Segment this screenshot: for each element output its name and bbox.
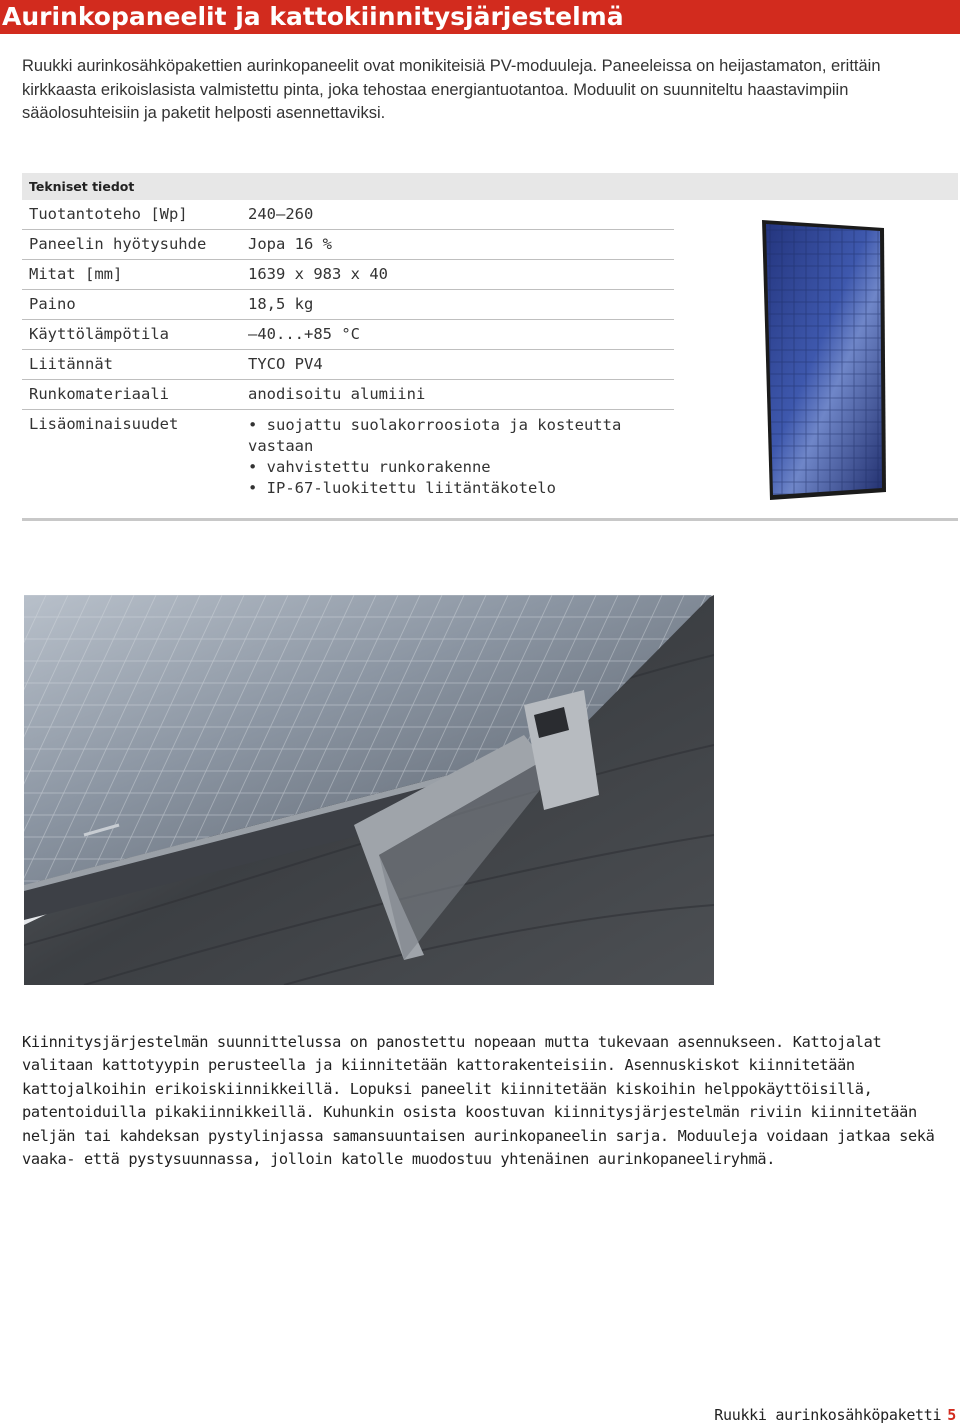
feature-item: • suojattu suolakorroosiota ja kosteutta vastaan xyxy=(248,415,674,457)
feature-item: • IP-67-luokitettu liitäntäkotelo xyxy=(248,478,674,499)
spec-label: Lisäominaisuudet xyxy=(29,415,179,433)
footer-label: Ruukki aurinkosähköpaketti xyxy=(714,1406,942,1424)
spec-row xyxy=(22,200,674,230)
page-number: 5 xyxy=(947,1406,956,1424)
spec-label: Runkomateriaali xyxy=(29,385,169,403)
spec-row xyxy=(22,320,674,350)
roof-mounting-image xyxy=(24,595,714,985)
specs-header: Tekniset tiedot xyxy=(22,173,958,200)
spec-row xyxy=(22,260,674,290)
feature-item: • vahvistettu runkorakenne xyxy=(248,457,674,478)
spec-row xyxy=(22,230,674,260)
spec-label: Mitat [mm] xyxy=(29,265,123,283)
spec-value: 240–260 xyxy=(248,205,314,223)
spec-value: TYCO PV4 xyxy=(248,355,323,373)
page-title: Aurinkopaneelit ja kattokiinnitysjärjestelmä xyxy=(2,2,624,31)
spec-value: –40...+85 °C xyxy=(248,325,360,343)
title-bar xyxy=(0,0,960,34)
spec-label: Käyttölämpötila xyxy=(29,325,169,343)
body-paragraph: Kiinnitysjärjestelmän suunnittelussa on panostettu nopeaan mutta tukevaan asennukseen. Kattojalat valitaan kattotyypin perusteella ja kiinnitetään kattorakenteisiin. Asennuskiskot kiinnitetään kattojalkoihin erikoiskiinnikkeillä. Lopuksi paneelit kiinnitetään kiskoihin helppokäyttöisillä, patentoiduilla pikakiinnikkeillä. Kuhunkin osista koostuvan kiinnitysjärjestelmän riviin kiinnitetään neljän tai kahdeksan pystylinjassa samansuuntaisen aurinkopaneelin sarja. Moduuleja voidaan jatkaa sekä vaaka- että pystysuunnassa, jolloin katolle muodostuu yhtenäinen aurinkopaneeliryhmä. xyxy=(22,1033,935,1169)
spec-label: Liitännät xyxy=(29,355,113,373)
intro-paragraph: Ruukki aurinkosähköpakettien aurinkopaneelit ovat monikiteisiä PV-moduuleja. Paneeleissa on heijastamaton, erittäin kirkkaasta erikoislasista valmistettu pinta, joka tehostaa energiantuotantoa. Moduulit on suunniteltu haastavimpiin sääolosuhteisiin ja paketit helposti asennettaviksi. xyxy=(22,57,881,122)
spec-row xyxy=(22,290,674,320)
spec-label: Tuotantoteho [Wp] xyxy=(29,205,188,223)
spec-row xyxy=(22,380,674,410)
spec-label: Paino xyxy=(29,295,76,313)
spec-row xyxy=(22,350,674,380)
spec-label: Paneelin hyötysuhde xyxy=(29,235,207,253)
features-list xyxy=(248,415,674,499)
spec-value: 1639 x 983 x 40 xyxy=(248,265,388,283)
page-footer xyxy=(714,1406,956,1424)
section-divider xyxy=(22,518,958,521)
solar-panel-image xyxy=(758,218,888,502)
spec-value: anodisoitu alumiini xyxy=(248,385,426,403)
spec-value: Jopa 16 % xyxy=(248,235,332,253)
spec-row-features xyxy=(22,410,674,497)
spec-value: 18,5 kg xyxy=(248,295,314,313)
